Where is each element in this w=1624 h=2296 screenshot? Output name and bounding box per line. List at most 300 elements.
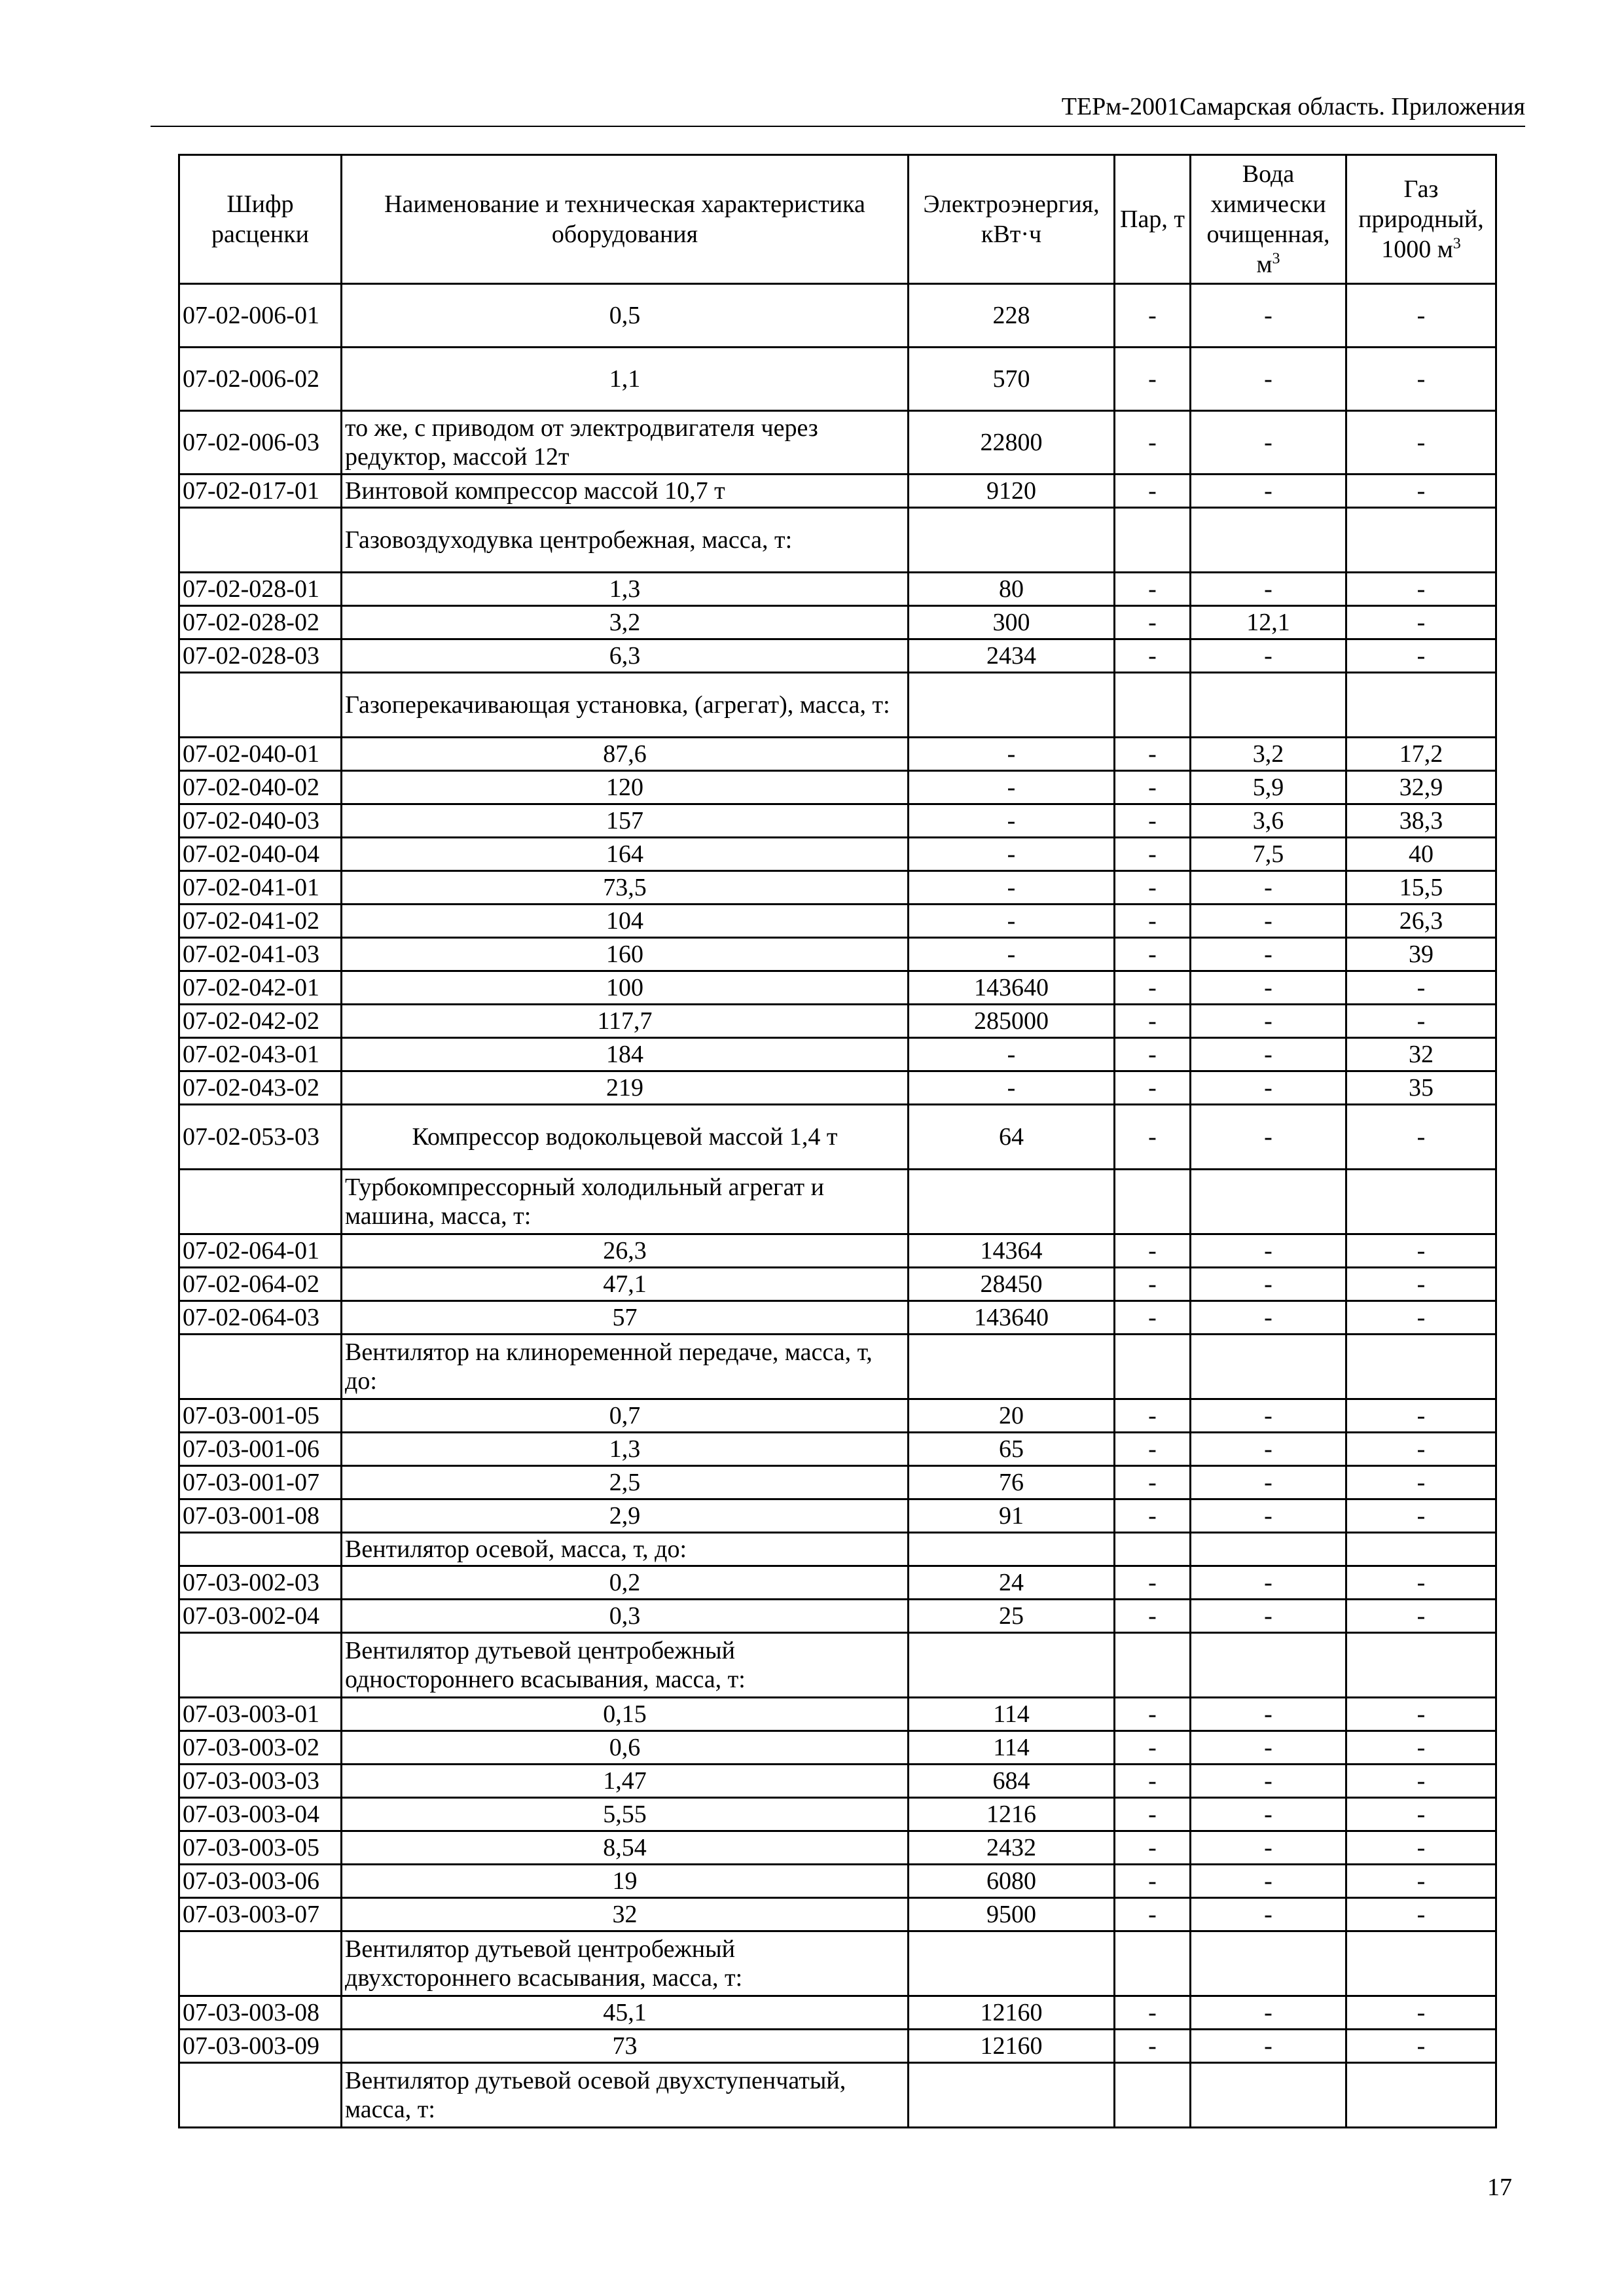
cell-water: - xyxy=(1191,1831,1346,1865)
page-number: 17 xyxy=(1487,2174,1512,2201)
cell-steam: - xyxy=(1115,1433,1191,1466)
cell-electricity: 12160 xyxy=(909,2030,1115,2063)
cell-code: 07-02-042-02 xyxy=(179,1005,342,1038)
cell-code: 07-03-003-06 xyxy=(179,1865,342,1898)
unit-superscript: 3 xyxy=(1272,250,1280,268)
cell-gas: - xyxy=(1346,1399,1496,1433)
cell-electricity xyxy=(909,1931,1115,1996)
cell-code: 07-02-006-02 xyxy=(179,348,342,411)
cell-gas xyxy=(1346,1335,1496,1399)
cell-steam: - xyxy=(1115,1798,1191,1831)
cell-gas: - xyxy=(1346,1600,1496,1633)
cell-name: 2,9 xyxy=(342,1499,909,1533)
cell-name: 184 xyxy=(342,1038,909,1071)
cell-electricity: - xyxy=(909,871,1115,905)
column-header-steam: Пар, т xyxy=(1115,155,1191,284)
cell-name: Вентилятор дутьевой осевой двухступенчатый, масса, т: xyxy=(342,2063,909,2128)
cell-gas: - xyxy=(1346,1865,1496,1898)
cell-code xyxy=(179,1170,342,1234)
cell-water: - xyxy=(1191,1301,1346,1335)
cell-name: Вентилятор дутьевой центробежный двухстороннего всасывания, масса, т: xyxy=(342,1931,909,1996)
cell-steam: - xyxy=(1115,1466,1191,1499)
cell-code: 07-02-028-03 xyxy=(179,639,342,673)
cell-water: - xyxy=(1191,1005,1346,1038)
cell-electricity: 6080 xyxy=(909,1865,1115,1898)
cell-water xyxy=(1191,1633,1346,1698)
cell-name: 0,3 xyxy=(342,1600,909,1633)
cell-steam: - xyxy=(1115,1268,1191,1301)
cell-code: 07-02-006-03 xyxy=(179,411,342,475)
cell-code: 07-03-003-04 xyxy=(179,1798,342,1831)
cell-gas: 39 xyxy=(1346,938,1496,971)
cell-steam: - xyxy=(1115,284,1191,348)
cell-steam: - xyxy=(1115,639,1191,673)
cell-steam xyxy=(1115,508,1191,573)
cell-steam: - xyxy=(1115,738,1191,771)
cell-water: - xyxy=(1191,938,1346,971)
cell-water xyxy=(1191,1533,1346,1566)
cell-code: 07-03-003-08 xyxy=(179,1996,342,2030)
cell-code: 07-02-040-03 xyxy=(179,804,342,838)
cell-electricity: 570 xyxy=(909,348,1115,411)
table-group-row xyxy=(179,1335,1496,1399)
cell-name: 3,2 xyxy=(342,606,909,639)
column-header-code: Шифр расценки xyxy=(179,155,342,284)
cell-electricity: 2434 xyxy=(909,639,1115,673)
cell-water xyxy=(1191,1931,1346,1996)
cell-water: - xyxy=(1191,1105,1346,1170)
cell-electricity xyxy=(909,2063,1115,2128)
cell-name: 87,6 xyxy=(342,738,909,771)
cell-name: 47,1 xyxy=(342,1268,909,1301)
table-group-row xyxy=(179,1170,1496,1234)
table-row xyxy=(179,1600,1496,1633)
cell-electricity: 2432 xyxy=(909,1831,1115,1865)
cell-code: 07-02-043-02 xyxy=(179,1071,342,1105)
cell-electricity: 24 xyxy=(909,1566,1115,1600)
table-group-row xyxy=(179,1931,1496,1996)
cell-code: 07-03-002-03 xyxy=(179,1566,342,1600)
cell-code: 07-02-040-01 xyxy=(179,738,342,771)
cell-gas: - xyxy=(1346,606,1496,639)
cell-electricity: - xyxy=(909,938,1115,971)
cell-steam: - xyxy=(1115,1301,1191,1335)
cell-gas xyxy=(1346,673,1496,738)
cell-electricity: 1216 xyxy=(909,1798,1115,1831)
column-header-electricity: Электроэнергия, кВт·ч xyxy=(909,155,1115,284)
cell-gas: - xyxy=(1346,1996,1496,2030)
cell-electricity: 114 xyxy=(909,1698,1115,1731)
cell-name: Винтовой компрессор массой 10,7 т xyxy=(342,475,909,508)
cell-name: 19 xyxy=(342,1865,909,1898)
cell-steam: - xyxy=(1115,1234,1191,1268)
cell-steam: - xyxy=(1115,1600,1191,1633)
cell-code xyxy=(179,2063,342,2128)
cell-name: Газоперекачивающая установка, (агрегат), масса, т: xyxy=(342,673,909,738)
cell-name: Турбокомпрессорный холодильный агрегат и машина, масса, т: xyxy=(342,1170,909,1234)
table-row xyxy=(179,804,1496,838)
cell-gas: 17,2 xyxy=(1346,738,1496,771)
cell-electricity: 12160 xyxy=(909,1996,1115,2030)
cell-electricity: 76 xyxy=(909,1466,1115,1499)
cell-water: - xyxy=(1191,411,1346,475)
cell-name: 164 xyxy=(342,838,909,871)
cell-electricity: - xyxy=(909,771,1115,804)
cell-water xyxy=(1191,508,1346,573)
table-row xyxy=(179,1731,1496,1765)
cell-code: 07-03-003-02 xyxy=(179,1731,342,1765)
cell-name: 0,2 xyxy=(342,1566,909,1600)
cell-gas: 32 xyxy=(1346,1038,1496,1071)
cell-steam: - xyxy=(1115,1765,1191,1798)
cell-gas: 38,3 xyxy=(1346,804,1496,838)
cell-steam xyxy=(1115,1335,1191,1399)
cell-name: 1,47 xyxy=(342,1765,909,1798)
cell-gas xyxy=(1346,508,1496,573)
cell-gas: - xyxy=(1346,1898,1496,1931)
running-header: ТЕРм-2001Самарская область. Приложения xyxy=(151,92,1525,127)
cell-steam: - xyxy=(1115,1698,1191,1731)
cell-gas: - xyxy=(1346,1798,1496,1831)
cell-water: - xyxy=(1191,284,1346,348)
table-group-row xyxy=(179,1533,1496,1566)
cell-gas: - xyxy=(1346,1105,1496,1170)
cell-gas: - xyxy=(1346,1268,1496,1301)
cell-steam: - xyxy=(1115,1071,1191,1105)
cell-steam: - xyxy=(1115,1038,1191,1071)
cell-name: 1,1 xyxy=(342,348,909,411)
table-row xyxy=(179,1268,1496,1301)
cell-code: 07-03-003-03 xyxy=(179,1765,342,1798)
cell-code: 07-03-003-09 xyxy=(179,2030,342,2063)
cell-code: 07-02-064-01 xyxy=(179,1234,342,1268)
cell-gas: - xyxy=(1346,1301,1496,1335)
cell-code xyxy=(179,508,342,573)
cell-electricity: 28450 xyxy=(909,1268,1115,1301)
table-row xyxy=(179,475,1496,508)
table-row xyxy=(179,1038,1496,1071)
table-row xyxy=(179,1898,1496,1931)
cell-name: 73,5 xyxy=(342,871,909,905)
cell-electricity: - xyxy=(909,1038,1115,1071)
cell-electricity xyxy=(909,1170,1115,1234)
table-row xyxy=(179,348,1496,411)
table-row xyxy=(179,1005,1496,1038)
cell-name: 100 xyxy=(342,971,909,1005)
cell-code: 07-02-053-03 xyxy=(179,1105,342,1170)
cell-electricity: 143640 xyxy=(909,971,1115,1005)
cell-steam: - xyxy=(1115,1898,1191,1931)
cell-water: 3,6 xyxy=(1191,804,1346,838)
cell-gas: - xyxy=(1346,639,1496,673)
cell-water: 12,1 xyxy=(1191,606,1346,639)
cell-name: 219 xyxy=(342,1071,909,1105)
cell-gas: - xyxy=(1346,1005,1496,1038)
cell-gas: - xyxy=(1346,1433,1496,1466)
cell-steam: - xyxy=(1115,2030,1191,2063)
column-header-name: Наименование и техническая характеристика оборудования xyxy=(342,155,909,284)
cell-code: 07-02-041-03 xyxy=(179,938,342,971)
cell-code: 07-02-028-01 xyxy=(179,573,342,606)
cell-code: 07-02-064-03 xyxy=(179,1301,342,1335)
cell-steam: - xyxy=(1115,1399,1191,1433)
cell-electricity: 684 xyxy=(909,1765,1115,1798)
cell-steam: - xyxy=(1115,573,1191,606)
cell-name: 26,3 xyxy=(342,1234,909,1268)
table-row xyxy=(179,1234,1496,1268)
cell-electricity xyxy=(909,1633,1115,1698)
cell-gas: 40 xyxy=(1346,838,1496,871)
cell-gas xyxy=(1346,1633,1496,1698)
cell-gas: - xyxy=(1346,1466,1496,1499)
cell-code: 07-02-041-02 xyxy=(179,905,342,938)
cell-water: - xyxy=(1191,1268,1346,1301)
cell-water: 3,2 xyxy=(1191,738,1346,771)
cell-code xyxy=(179,1533,342,1566)
cell-water: - xyxy=(1191,1865,1346,1898)
table-row xyxy=(179,1698,1496,1731)
cell-name: 2,5 xyxy=(342,1466,909,1499)
column-header-gas: Газ природный, 1000 $м^3$ xyxy=(1346,155,1496,284)
cell-steam: - xyxy=(1115,1105,1191,1170)
table-row xyxy=(179,1071,1496,1105)
cell-electricity: 14364 xyxy=(909,1234,1115,1268)
cell-gas: - xyxy=(1346,1499,1496,1533)
table-body xyxy=(179,284,1496,2128)
cell-water xyxy=(1191,1170,1346,1234)
cell-gas: - xyxy=(1346,284,1496,348)
table-row xyxy=(179,639,1496,673)
cell-steam: - xyxy=(1115,771,1191,804)
cell-water: - xyxy=(1191,1566,1346,1600)
cell-name: то же, с приводом от электродвигателя через редуктор, массой 12т xyxy=(342,411,909,475)
cell-steam xyxy=(1115,1633,1191,1698)
table-group-row xyxy=(179,1633,1496,1698)
cell-name: 160 xyxy=(342,938,909,971)
cell-steam: - xyxy=(1115,411,1191,475)
cell-electricity: - xyxy=(909,738,1115,771)
table-row xyxy=(179,1433,1496,1466)
cell-name: 0,15 xyxy=(342,1698,909,1731)
cell-water: - xyxy=(1191,1399,1346,1433)
cell-name: 45,1 xyxy=(342,1996,909,2030)
cell-water: - xyxy=(1191,1600,1346,1633)
cell-gas: 15,5 xyxy=(1346,871,1496,905)
cell-steam: - xyxy=(1115,1996,1191,2030)
cell-name: Газовоздуходувка центробежная, масса, т: xyxy=(342,508,909,573)
cell-electricity xyxy=(909,1533,1115,1566)
rates-table xyxy=(178,154,1497,2128)
cell-gas: - xyxy=(1346,1566,1496,1600)
cell-code: 07-03-001-05 xyxy=(179,1399,342,1433)
cell-name: 32 xyxy=(342,1898,909,1931)
cell-gas: - xyxy=(1346,1765,1496,1798)
unit-superscript: 3 xyxy=(1453,235,1461,253)
cell-code: 07-03-003-07 xyxy=(179,1898,342,1931)
table-group-row xyxy=(179,508,1496,573)
cell-steam xyxy=(1115,1931,1191,1996)
cell-water xyxy=(1191,673,1346,738)
cell-code: 07-03-003-01 xyxy=(179,1698,342,1731)
cell-steam xyxy=(1115,673,1191,738)
cell-code: 07-02-006-01 xyxy=(179,284,342,348)
cell-code xyxy=(179,1633,342,1698)
table-row xyxy=(179,1499,1496,1533)
table-row xyxy=(179,871,1496,905)
table-group-row xyxy=(179,673,1496,738)
cell-code: 07-02-043-01 xyxy=(179,1038,342,1071)
cell-code: 07-03-001-06 xyxy=(179,1433,342,1466)
table-row xyxy=(179,606,1496,639)
cell-name: Вентилятор дутьевой центробежный одностороннего всасывания, масса, т: xyxy=(342,1633,909,1698)
column-header-water: Вода химически очищенная, $м^3$ xyxy=(1191,155,1346,284)
table-row xyxy=(179,771,1496,804)
cell-steam: - xyxy=(1115,1731,1191,1765)
cell-electricity: - xyxy=(909,905,1115,938)
cell-code xyxy=(179,1335,342,1399)
cell-name: 73 xyxy=(342,2030,909,2063)
cell-gas: - xyxy=(1346,1698,1496,1731)
table-row xyxy=(179,1466,1496,1499)
cell-water: - xyxy=(1191,348,1346,411)
cell-water: - xyxy=(1191,1798,1346,1831)
cell-code: 07-02-064-02 xyxy=(179,1268,342,1301)
cell-gas: - xyxy=(1346,971,1496,1005)
cell-code: 07-02-041-01 xyxy=(179,871,342,905)
cell-electricity: 22800 xyxy=(909,411,1115,475)
cell-water: - xyxy=(1191,1038,1346,1071)
cell-gas xyxy=(1346,1170,1496,1234)
cell-name: 8,54 xyxy=(342,1831,909,1865)
cell-electricity: - xyxy=(909,1071,1115,1105)
cell-gas: - xyxy=(1346,348,1496,411)
cell-name: 5,55 xyxy=(342,1798,909,1831)
cell-steam: - xyxy=(1115,348,1191,411)
cell-water: - xyxy=(1191,1433,1346,1466)
cell-gas xyxy=(1346,2063,1496,2128)
cell-code: 07-02-017-01 xyxy=(179,475,342,508)
cell-water: 7,5 xyxy=(1191,838,1346,871)
cell-electricity: 91 xyxy=(909,1499,1115,1533)
cell-water: 5,9 xyxy=(1191,771,1346,804)
cell-name: 157 xyxy=(342,804,909,838)
table-header-row xyxy=(179,155,1496,284)
cell-water: - xyxy=(1191,1234,1346,1268)
cell-water: - xyxy=(1191,1071,1346,1105)
table-row xyxy=(179,738,1496,771)
table-row xyxy=(179,573,1496,606)
cell-electricity: 65 xyxy=(909,1433,1115,1466)
cell-gas: - xyxy=(1346,1234,1496,1268)
cell-electricity xyxy=(909,1335,1115,1399)
cell-electricity: 114 xyxy=(909,1731,1115,1765)
cell-water: - xyxy=(1191,1731,1346,1765)
cell-electricity: 9500 xyxy=(909,1898,1115,1931)
cell-water: - xyxy=(1191,1765,1346,1798)
table-row xyxy=(179,1301,1496,1335)
cell-steam: - xyxy=(1115,938,1191,971)
cell-electricity xyxy=(909,673,1115,738)
cell-water: - xyxy=(1191,905,1346,938)
cell-water: - xyxy=(1191,1898,1346,1931)
cell-steam xyxy=(1115,1533,1191,1566)
cell-electricity: 300 xyxy=(909,606,1115,639)
cell-gas xyxy=(1346,1931,1496,1996)
cell-electricity: 64 xyxy=(909,1105,1115,1170)
cell-electricity: 143640 xyxy=(909,1301,1115,1335)
table-row xyxy=(179,1765,1496,1798)
cell-steam: - xyxy=(1115,475,1191,508)
cell-water: - xyxy=(1191,1499,1346,1533)
cell-steam: - xyxy=(1115,804,1191,838)
cell-name: Вентилятор на клиноременной передаче, масса, т, до: xyxy=(342,1335,909,1399)
cell-water: - xyxy=(1191,2030,1346,2063)
cell-steam: - xyxy=(1115,838,1191,871)
cell-water: - xyxy=(1191,475,1346,508)
cell-code: 07-02-040-04 xyxy=(179,838,342,871)
cell-gas: - xyxy=(1346,573,1496,606)
table-row xyxy=(179,1798,1496,1831)
cell-steam: - xyxy=(1115,1865,1191,1898)
table-row xyxy=(179,1865,1496,1898)
cell-name: Вентилятор осевой, масса, т, до: xyxy=(342,1533,909,1566)
cell-steam: - xyxy=(1115,1499,1191,1533)
cell-gas: 32,9 xyxy=(1346,771,1496,804)
cell-water: - xyxy=(1191,1698,1346,1731)
cell-steam xyxy=(1115,2063,1191,2128)
cell-name: 0,5 xyxy=(342,284,909,348)
cell-code: 07-03-003-05 xyxy=(179,1831,342,1865)
cell-name: 117,7 xyxy=(342,1005,909,1038)
cell-electricity: 80 xyxy=(909,573,1115,606)
cell-code: 07-02-042-01 xyxy=(179,971,342,1005)
cell-code xyxy=(179,1931,342,1996)
cell-water xyxy=(1191,1335,1346,1399)
table-row xyxy=(179,971,1496,1005)
table-row xyxy=(179,1831,1496,1865)
cell-name: 1,3 xyxy=(342,1433,909,1466)
cell-electricity: 20 xyxy=(909,1399,1115,1433)
cell-gas: - xyxy=(1346,1731,1496,1765)
table-row xyxy=(179,1105,1496,1170)
cell-electricity: 285000 xyxy=(909,1005,1115,1038)
cell-code: 07-02-040-02 xyxy=(179,771,342,804)
cell-steam: - xyxy=(1115,971,1191,1005)
cell-steam: - xyxy=(1115,1566,1191,1600)
cell-gas: - xyxy=(1346,475,1496,508)
cell-water: - xyxy=(1191,1466,1346,1499)
cell-electricity: - xyxy=(909,804,1115,838)
cell-steam: - xyxy=(1115,871,1191,905)
cell-gas: - xyxy=(1346,411,1496,475)
table-row xyxy=(179,2030,1496,2063)
cell-steam xyxy=(1115,1170,1191,1234)
cell-name: 57 xyxy=(342,1301,909,1335)
cell-name: Компрессор водокольцевой массой 1,4 т xyxy=(342,1105,909,1170)
table-row xyxy=(179,1996,1496,2030)
table-row xyxy=(179,284,1496,348)
cell-electricity: 9120 xyxy=(909,475,1115,508)
cell-water: - xyxy=(1191,639,1346,673)
cell-electricity xyxy=(909,508,1115,573)
cell-electricity: 25 xyxy=(909,1600,1115,1633)
table-group-row xyxy=(179,2063,1496,2128)
cell-steam: - xyxy=(1115,1831,1191,1865)
cell-name: 1,3 xyxy=(342,573,909,606)
table-row xyxy=(179,838,1496,871)
cell-code: 07-03-001-07 xyxy=(179,1466,342,1499)
cell-steam: - xyxy=(1115,606,1191,639)
